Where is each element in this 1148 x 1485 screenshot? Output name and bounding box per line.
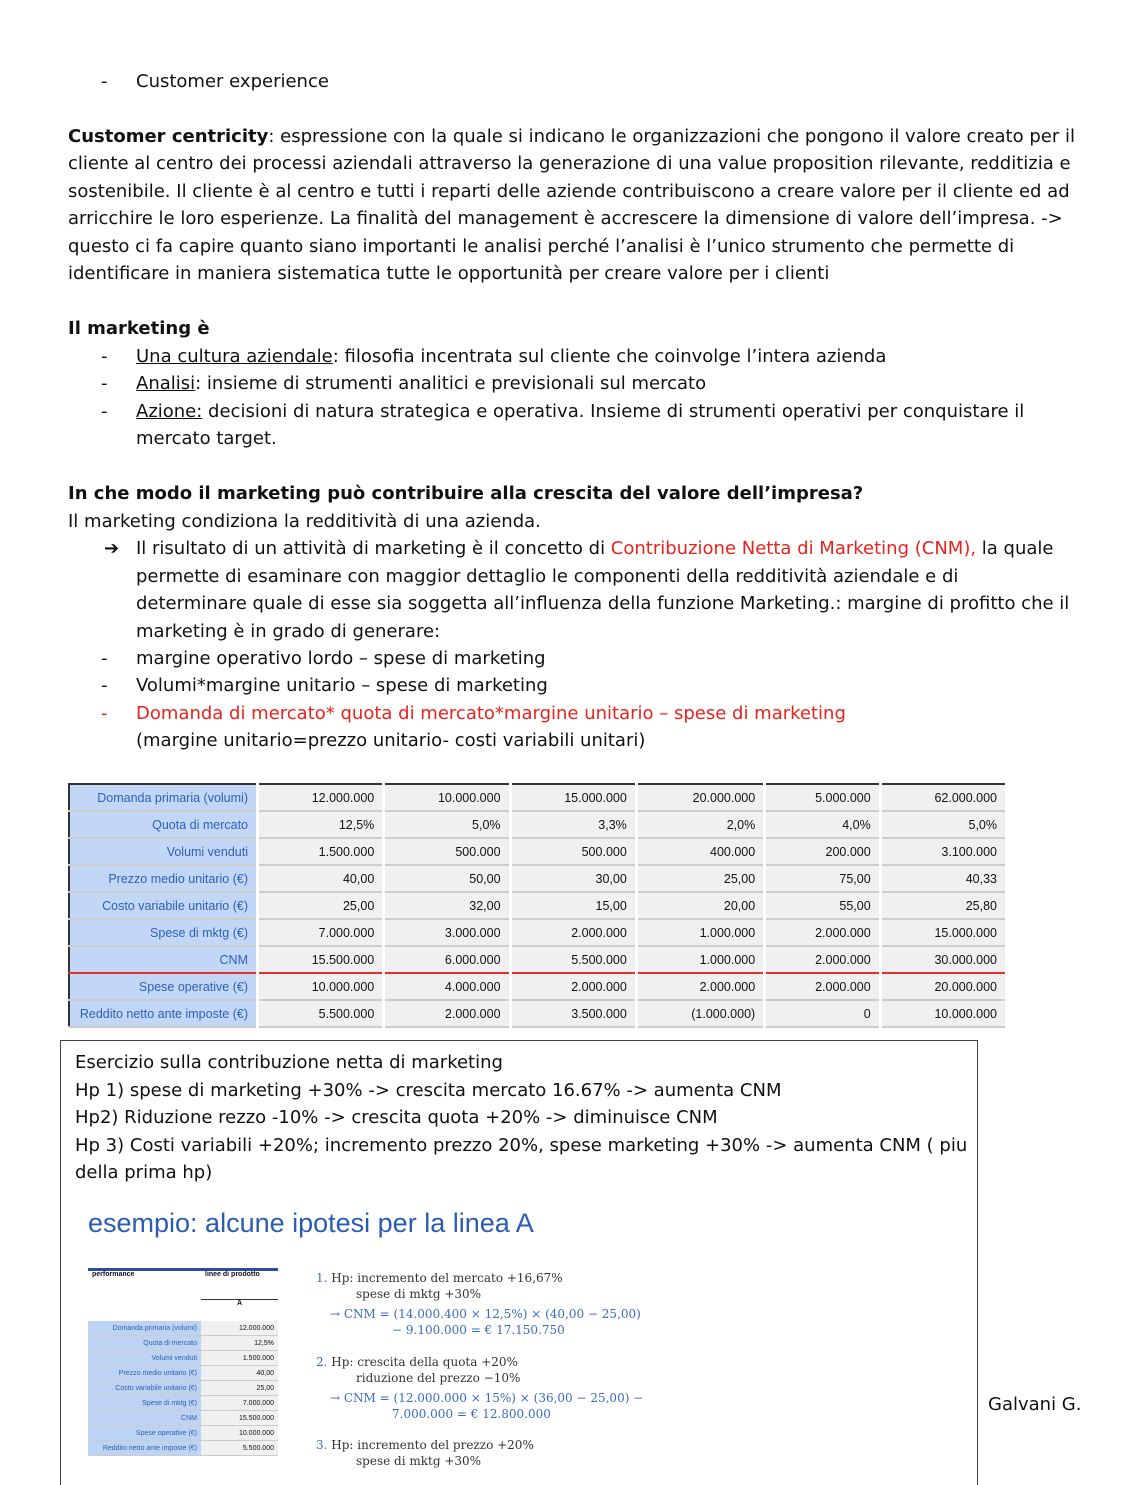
cc-line: arricchire le loro esperienze. La finalità del management è accrescere la dimensione di valore dell’impresa. -> bbox=[68, 208, 1063, 229]
arrow-text: Il risultato di un attività di marketing è il concetto di bbox=[136, 538, 611, 559]
table-row bbox=[88, 1426, 278, 1441]
row-label: CNM bbox=[69, 946, 258, 973]
table-cell: (1.000.000) bbox=[636, 1000, 764, 1027]
table-cell: 55,00 bbox=[765, 892, 881, 919]
hp-formula: 7.000.000 = € 12.800.000 bbox=[392, 1407, 551, 1421]
mk-item bbox=[136, 398, 1024, 425]
row-label: Quota di mercato bbox=[88, 1336, 201, 1351]
hp-3 bbox=[316, 1437, 534, 1469]
table-cell: 400.000 bbox=[636, 838, 764, 865]
box-line: Hp2) Riduzione rezzo -10% -> crescita quota +20% -> diminuisce CNM bbox=[75, 1107, 718, 1128]
table-cell: 6.000.000 bbox=[384, 946, 510, 973]
table-cell: 20.000.000 bbox=[636, 784, 764, 811]
hp-number: 2. bbox=[316, 1355, 328, 1369]
col-a: A bbox=[201, 1299, 278, 1321]
table-cell: 5.000.000 bbox=[765, 784, 881, 811]
table-cell: 20.000.000 bbox=[880, 973, 1006, 1000]
example-table bbox=[88, 1268, 278, 1456]
formula-bullet-highlight: Domanda di mercato* quota di mercato*margine unitario – spese di marketing bbox=[136, 703, 846, 724]
row-label: Costo variabile unitario (€) bbox=[88, 1381, 201, 1396]
row-label: Spese operative (€) bbox=[88, 1426, 201, 1441]
table-cell: 25,00 bbox=[201, 1381, 278, 1396]
arrow-line: determinare quale di esse sia soggetta all’influenza della funzione Marketing.: margine di profitto che il bbox=[136, 593, 1070, 614]
table-row bbox=[88, 1351, 278, 1366]
table-row bbox=[69, 892, 1007, 919]
cc-term: Customer centricity bbox=[68, 126, 269, 147]
table-cell: 10.000.000 bbox=[201, 1426, 278, 1441]
bullet-dash: - bbox=[101, 401, 108, 422]
table-cell: 3.500.000 bbox=[510, 1000, 636, 1027]
table-cell: 2,0% bbox=[636, 811, 764, 838]
row-label: Quota di mercato bbox=[69, 811, 258, 838]
table-row bbox=[88, 1336, 278, 1351]
example-title: esempio: alcune ipotesi per la linea A bbox=[88, 1208, 534, 1238]
table-cell: 32,00 bbox=[384, 892, 510, 919]
row-label: Spese di mktg (€) bbox=[69, 919, 258, 946]
row-label: Prezzo medio unitario (€) bbox=[69, 865, 258, 892]
hp-formula: → CNM = (12.000.000 × 15%) × (36,00 − 25,00) − bbox=[330, 1391, 644, 1405]
table-row bbox=[69, 1000, 1007, 1027]
row-label: Volumi venduti bbox=[88, 1351, 201, 1366]
table-cell: 1.000.000 bbox=[636, 946, 764, 973]
hp-number: 1. bbox=[316, 1271, 328, 1285]
bullet-dash: - bbox=[101, 71, 108, 92]
arrow-line: permette di esaminare con maggior dettaglio le componenti della redditività aziendale e di bbox=[136, 566, 959, 587]
table-row bbox=[69, 811, 1007, 838]
table-row bbox=[88, 1381, 278, 1396]
table-row bbox=[69, 865, 1007, 892]
hp-text: Hp: crescita della quota +20% bbox=[331, 1355, 518, 1369]
table-row bbox=[88, 1321, 278, 1336]
table-cell: 0 bbox=[765, 1000, 881, 1027]
row-label: Prezzo medio unitario (€) bbox=[88, 1366, 201, 1381]
table-cell: 5.500.000 bbox=[258, 1000, 384, 1027]
row-label: Spese operative (€) bbox=[69, 973, 258, 1000]
table-cell: 12,5% bbox=[201, 1336, 278, 1351]
table-cell: 5.500.000 bbox=[201, 1441, 278, 1456]
table-cell: 7.000.000 bbox=[201, 1396, 278, 1411]
hp-2 bbox=[316, 1354, 643, 1422]
table-cell: 500.000 bbox=[384, 838, 510, 865]
q-line: Il marketing condiziona la redditività di una azienda. bbox=[68, 511, 541, 532]
box-line: Esercizio sulla contribuzione netta di marketing bbox=[75, 1052, 503, 1073]
table-cell: 5,0% bbox=[384, 811, 510, 838]
signature: Galvani G. bbox=[988, 1394, 1082, 1415]
bullet-dash: - bbox=[101, 703, 108, 724]
formula-note: (margine unitario=prezzo unitario- costi variabili unitari) bbox=[136, 730, 646, 751]
table-cell: 2.000.000 bbox=[765, 973, 881, 1000]
table-cell: 5,0% bbox=[880, 811, 1006, 838]
bullet-dash: - bbox=[101, 373, 108, 394]
table-cell: 15.000.000 bbox=[880, 919, 1006, 946]
table-cell: 2.000.000 bbox=[636, 973, 764, 1000]
mk-term: Azione: bbox=[136, 401, 203, 422]
table-cell: 3,3% bbox=[510, 811, 636, 838]
marketing-heading: Il marketing è bbox=[68, 318, 210, 339]
table-row bbox=[69, 838, 1007, 865]
hp-text: Hp: incremento del prezzo +20% bbox=[331, 1438, 534, 1452]
table-cell: 3.000.000 bbox=[384, 919, 510, 946]
table-row bbox=[69, 919, 1007, 946]
table-cell: 1.000.000 bbox=[636, 919, 764, 946]
bullet-customer-experience: Customer experience bbox=[136, 71, 329, 92]
mk-text: decisioni di natura strategica e operativa. Insieme di strumenti operativi per conquistare il bbox=[202, 401, 1025, 422]
formula-bullet: Volumi*margine unitario – spese di marketing bbox=[136, 675, 548, 696]
arrow-text: la quale bbox=[976, 538, 1054, 559]
cc-text: : espressione con la quale si indicano le organizzazioni che pongono il valore creato per il bbox=[268, 126, 1075, 147]
table-cell: 15.500.000 bbox=[201, 1411, 278, 1426]
table-cell: 15,00 bbox=[510, 892, 636, 919]
cnm-highlight: Contribuzione Netta di Marketing (CNM), bbox=[610, 538, 977, 559]
table-cell: 1.500.000 bbox=[201, 1351, 278, 1366]
row-label: Domanda primaria (volumi) bbox=[69, 784, 258, 811]
mk-text: : filosofia incentrata sul cliente che coinvolge l’intera azienda bbox=[332, 346, 887, 367]
table-cell: 10.000.000 bbox=[880, 1000, 1006, 1027]
row-label: Volumi venduti bbox=[69, 838, 258, 865]
row-label: Domanda primaria (volumi) bbox=[88, 1321, 201, 1336]
table-row bbox=[69, 946, 1007, 973]
table-row bbox=[69, 973, 1007, 1000]
table-row bbox=[88, 1396, 278, 1411]
cc-line-0 bbox=[68, 123, 1075, 150]
mk-item-cont: mercato target. bbox=[136, 428, 277, 449]
cnm-table bbox=[68, 783, 1008, 1028]
col-performance: performance bbox=[88, 1270, 201, 1300]
bullet-dash: - bbox=[101, 675, 108, 696]
table-row bbox=[88, 1441, 278, 1456]
hp-text: spese di mktg +30% bbox=[356, 1454, 482, 1468]
table-cell: 2.000.000 bbox=[510, 919, 636, 946]
table-cell: 2.000.000 bbox=[384, 1000, 510, 1027]
table-row bbox=[69, 784, 1007, 811]
row-label: Spese di mktg (€) bbox=[88, 1396, 201, 1411]
table-cell: 25,80 bbox=[880, 892, 1006, 919]
mk-term: Una cultura aziendale bbox=[136, 346, 333, 367]
hp-text: Hp: incremento del mercato +16,67% bbox=[331, 1271, 563, 1285]
table-row bbox=[88, 1411, 278, 1426]
table-cell: 12,5% bbox=[258, 811, 384, 838]
table-cell: 2.000.000 bbox=[765, 919, 881, 946]
table-cell: 50,00 bbox=[384, 865, 510, 892]
mk-item bbox=[136, 370, 706, 397]
formula-bullet: margine operativo lordo – spese di marketing bbox=[136, 648, 546, 669]
table-cell: 25,00 bbox=[258, 892, 384, 919]
table-cell: 3.100.000 bbox=[880, 838, 1006, 865]
table-cell: 5.500.000 bbox=[510, 946, 636, 973]
cc-line: questo ci fa capire quanto siano importanti le analisi perché l’analisi è l’unico strumento che permette di bbox=[68, 236, 1015, 257]
table-cell: 40,00 bbox=[258, 865, 384, 892]
question-heading: In che modo il marketing può contribuire alla crescita del valore dell’impresa? bbox=[68, 483, 864, 504]
hp-text: spese di mktg +30% bbox=[356, 1287, 482, 1301]
table-cell: 75,00 bbox=[765, 865, 881, 892]
table-cell: 62.000.000 bbox=[880, 784, 1006, 811]
row-label: Reddito netto ante imposte (€) bbox=[69, 1000, 258, 1027]
row-label: CNM bbox=[88, 1411, 201, 1426]
row-label: Costo variabile unitario (€) bbox=[69, 892, 258, 919]
table-cell: 30,00 bbox=[510, 865, 636, 892]
box-line: della prima hp) bbox=[75, 1162, 213, 1183]
cc-line: cliente al centro dei processi aziendali attraverso la generazione di una value proposition rilevante, redditizia e bbox=[68, 153, 1071, 174]
table-cell: 2.000.000 bbox=[510, 973, 636, 1000]
bullet-dash: - bbox=[101, 648, 108, 669]
table-cell: 30.000.000 bbox=[880, 946, 1006, 973]
table-row bbox=[88, 1366, 278, 1381]
hp-1 bbox=[316, 1270, 641, 1338]
table-cell: 15.000.000 bbox=[510, 784, 636, 811]
mk-text: : insieme di strumenti analitici e previsionali sul mercato bbox=[195, 373, 707, 394]
table-cell: 2.000.000 bbox=[765, 946, 881, 973]
hp-formula: − 9.100.000 = € 17.150.750 bbox=[392, 1323, 565, 1337]
box-line: Hp 3) Costi variabili +20%; incremento prezzo 20%, spese marketing +30% -> aumenta CNM ( piu bbox=[75, 1135, 968, 1156]
table-cell: 10.000.000 bbox=[258, 973, 384, 1000]
table-cell: 12.000.000 bbox=[201, 1321, 278, 1336]
spacer bbox=[88, 1299, 201, 1321]
table-cell: 12.000.000 bbox=[258, 784, 384, 811]
table-cell: 200.000 bbox=[765, 838, 881, 865]
table-cell: 1.500.000 bbox=[258, 838, 384, 865]
table-cell: 7.000.000 bbox=[258, 919, 384, 946]
table-cell: 10.000.000 bbox=[384, 784, 510, 811]
bullet-dash: - bbox=[101, 346, 108, 367]
cc-line: identificare in maniera sistematica tutte le opportunità per creare valore per i clienti bbox=[68, 263, 830, 284]
mk-item bbox=[136, 343, 886, 370]
table-cell: 40,00 bbox=[201, 1366, 278, 1381]
table-cell: 40,33 bbox=[880, 865, 1006, 892]
hp-number: 3. bbox=[316, 1438, 328, 1452]
arrow-line bbox=[136, 535, 1053, 562]
mk-term: Analisi bbox=[136, 373, 196, 394]
table-cell: 25,00 bbox=[636, 865, 764, 892]
table-cell: 20,00 bbox=[636, 892, 764, 919]
col-lines: linee di prodotto bbox=[201, 1270, 278, 1300]
row-label: Reddito netto ante imposte (€) bbox=[88, 1441, 201, 1456]
table-cell: 4,0% bbox=[765, 811, 881, 838]
table-cell: 4.000.000 bbox=[384, 973, 510, 1000]
arrow-line: marketing è in grado di generare: bbox=[136, 621, 441, 642]
table-cell: 500.000 bbox=[510, 838, 636, 865]
hp-text: riduzione del prezzo −10% bbox=[356, 1371, 521, 1385]
cc-line: sostenibile. Il cliente è al centro e tutti i reparti delle aziende contribuiscono a creare valore per il cliente ed ad bbox=[68, 181, 1070, 202]
arrow-bullet-icon: ➔ bbox=[104, 538, 120, 559]
box-line: Hp 1) spese di marketing +30% -> crescita mercato 16.67% -> aumenta CNM bbox=[75, 1080, 782, 1101]
table-cell: 15.500.000 bbox=[258, 946, 384, 973]
hp-formula: → CNM = (14.000.400 × 12,5%) × (40,00 − 25,00) bbox=[330, 1307, 641, 1321]
